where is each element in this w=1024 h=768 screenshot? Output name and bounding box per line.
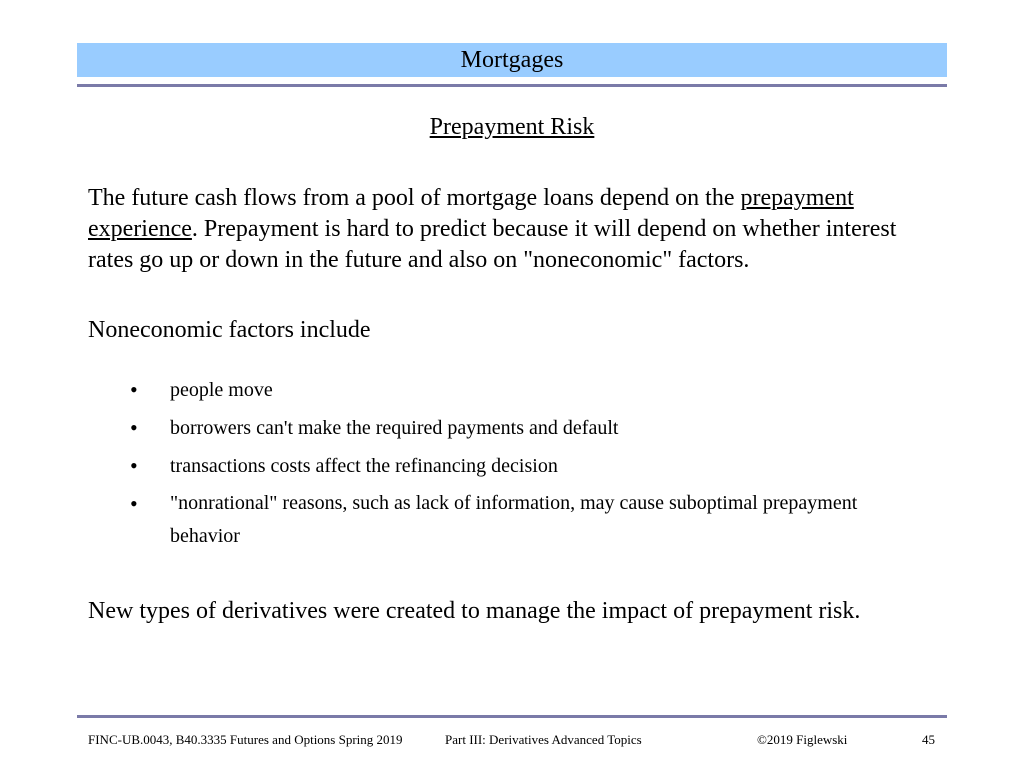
paragraph-derivatives: New types of derivatives were created to manage the impact of prepayment risk. [88,598,861,624]
underlined-term: prepayment experience [88,185,854,242]
footer-page-number: 45 [922,732,935,747]
paragraph-text-a: The future cash flows from a pool of mortgage loans depend on the [88,185,741,211]
list-item-text: transactions costs affect the refinancing decision [170,455,558,477]
bullet-icon: • [130,491,138,516]
list-item-text: borrowers can't make the required payments and default [170,417,619,439]
paragraph-noneconomic-intro: Noneconomic factors include [88,317,371,343]
slide-title: Mortgages [460,46,564,73]
slide-subtitle: Prepayment Risk [429,114,595,140]
bullet-icon: • [130,415,138,440]
footer-copyright: ©2019 Figlewski [757,732,848,747]
footer-course: FINC-UB.0043, B40.3335 Futures and Options Spring 2019 [88,732,403,747]
list-item [130,490,890,553]
list-item [130,452,890,480]
list-item [130,414,890,442]
top-divider [77,84,947,87]
footer-part: Part III: Derivatives Advanced Topics [445,732,642,747]
slide-title-bar [77,43,947,77]
bullet-icon: • [130,377,138,402]
list-item-text: people move [170,379,273,401]
list-item [130,376,890,404]
bottom-divider [77,715,947,718]
bullet-list [130,376,890,563]
paragraph-text-b: . Prepayment is hard to predict because it will depend on whether interest rates go up or down in the future and also on "noneconomic" factors. [88,216,897,273]
bullet-icon: • [130,453,138,478]
paragraph-cash-flows [88,183,928,276]
list-item-text: "nonrational" reasons, such as lack of information, may cause suboptimal prepayment behavior [170,492,858,547]
